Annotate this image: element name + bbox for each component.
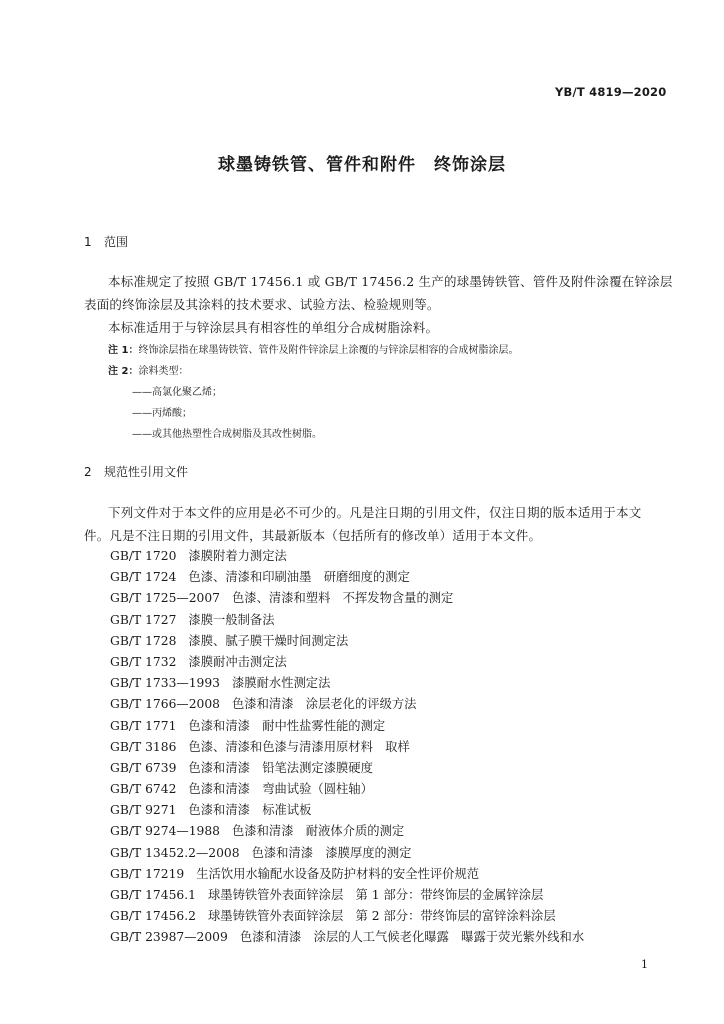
- note-2-text: 涂料类型：: [138, 366, 189, 377]
- reference-code: GB/T 1728: [110, 633, 177, 648]
- note-1-label: 注 1：: [108, 345, 139, 356]
- document-title: 球墨铸铁管、管件和附件 终饰涂层: [218, 155, 506, 175]
- reference-item: [110, 927, 584, 948]
- reference-title: 色漆和清漆 铅笔法测定漆膜硬度: [188, 760, 373, 775]
- references-intro-line2: 件。凡是不注日期的引用文件，其最新版本（包括所有的修改单）适用于本文件。: [84, 528, 542, 543]
- coating-type-item: ——或其他热塑性合成树脂及其改性树脂。: [132, 429, 322, 440]
- reference-item: [110, 800, 584, 821]
- reference-list: [110, 546, 584, 949]
- reference-code: GB/T 1766—2008: [110, 697, 220, 712]
- references-intro-line1: 下列文件对于本文件的应用是必不可少的。凡是注日期的引用文件，仅注日期的版本适用于本文: [108, 505, 642, 520]
- section-2-title: 规范性引用文件: [104, 465, 189, 479]
- page-number: 1: [641, 958, 648, 971]
- reference-item: [110, 610, 584, 631]
- note-1: [108, 341, 518, 356]
- reference-code: GB/T 1720: [110, 549, 177, 563]
- reference-code: GB/T 1724: [110, 570, 177, 585]
- reference-item: [110, 779, 584, 800]
- reference-title: 漆膜一般制备法: [188, 612, 275, 627]
- reference-item: [110, 631, 584, 652]
- reference-title: 色漆、清漆和印刷油墨 研磨细度的测定: [188, 570, 410, 585]
- reference-code: GB/T 1771: [110, 718, 177, 733]
- reference-item: [110, 716, 584, 737]
- note-2: [108, 362, 188, 377]
- reference-code: GB/T 23987—2009: [110, 930, 228, 945]
- reference-title: 漆膜耐冲击测定法: [188, 654, 287, 669]
- section-1-number: 1: [84, 235, 92, 249]
- reference-code: GB/T 1727: [110, 612, 177, 627]
- reference-title: 色漆、清漆和塑料 不挥发物含量的测定: [232, 591, 454, 606]
- reference-item: [110, 673, 584, 694]
- reference-item: [110, 737, 584, 758]
- reference-title: 漆膜、腻子膜干燥时间测定法: [188, 633, 349, 648]
- scope-paragraph-line2: 表面的终饰涂层及其涂料的技术要求、试验方法、检验规则等。: [84, 297, 440, 312]
- reference-code: GB/T 9274—1988: [110, 824, 220, 839]
- coating-type-item: ——高氯化聚乙烯；: [132, 387, 222, 398]
- scope-paragraph-line1: 本标准规定了按照 GB/T 17456.1 或 GB/T 17456.2 生产的球墨铸铁管、管件及附件涂覆在锌涂层: [108, 274, 673, 289]
- section-2-heading: [84, 463, 188, 480]
- note-1-text: 终饰涂层指在球墨铸铁管、管件及附件锌涂层上涂覆的与锌涂层相容的合成树脂涂层。: [138, 345, 519, 356]
- reference-item: [110, 758, 584, 779]
- scope-paragraph-2: 本标准适用于与锌涂层具有相容性的单组分合成树脂涂料。: [108, 320, 439, 335]
- reference-code: GB/T 3186: [110, 739, 177, 754]
- reference-code: GB/T 1732: [110, 654, 177, 669]
- reference-code: GB/T 1725—2007: [110, 591, 220, 606]
- reference-title: 色漆和清漆 耐液体介质的测定: [232, 824, 405, 839]
- reference-code: GB/T 1733—1993: [110, 676, 220, 691]
- standard-id: YB/T 4819—2020: [555, 85, 667, 99]
- reference-title: 色漆、清漆和色漆与清漆用原材料 取样: [188, 739, 410, 754]
- reference-title: 色漆和清漆 弯曲试验（圆柱轴）: [188, 782, 373, 797]
- reference-code: GB/T 17456.2: [110, 909, 196, 924]
- reference-title: 色漆和清漆 标准试板: [188, 803, 312, 818]
- note-2-label: 注 2：: [108, 366, 139, 377]
- reference-title: 生活饮用水输配水设备及防护材料的安全性评价规范: [196, 866, 480, 881]
- reference-title: 漆膜附着力测定法: [188, 549, 287, 563]
- reference-code: GB/T 9271: [110, 803, 177, 818]
- reference-title: 球墨铸铁管外表面锌涂层 第 2 部分：带终饰层的富锌涂料涂层: [207, 909, 556, 924]
- reference-item: [110, 567, 584, 588]
- reference-item: [110, 885, 584, 906]
- reference-code: GB/T 13452.2—2008: [110, 845, 240, 860]
- reference-item: [110, 588, 584, 609]
- reference-item: [110, 906, 584, 927]
- reference-title: 色漆和清漆 漆膜厚度的测定: [251, 845, 412, 860]
- reference-title: 色漆和清漆 涂层的人工气候老化曝露 曝露于荧光紫外线和水: [239, 930, 585, 945]
- reference-title: 球墨铸铁管外表面锌涂层 第 1 部分：带终饰层的金属锌涂层: [207, 888, 544, 902]
- reference-item: [110, 546, 584, 567]
- reference-code: GB/T 6742: [110, 782, 177, 797]
- section-1-title: 范围: [104, 235, 129, 249]
- reference-item: [110, 821, 584, 842]
- reference-code: GB/T 6739: [110, 760, 177, 775]
- section-2-number: 2: [84, 465, 92, 479]
- section-1-heading: [84, 233, 128, 250]
- reference-code: GB/T 17456.1: [110, 888, 196, 902]
- coating-type-item: ——丙烯酸；: [132, 408, 192, 419]
- reference-item: [110, 843, 584, 864]
- reference-code: GB/T 17219: [110, 866, 185, 881]
- reference-item: [110, 694, 584, 715]
- reference-title: 色漆和清漆 涂层老化的评级方法: [232, 697, 417, 712]
- reference-title: 色漆和清漆 耐中性盐雾性能的测定: [188, 718, 386, 733]
- reference-item: [110, 652, 584, 673]
- reference-title: 漆膜耐水性测定法: [232, 676, 331, 691]
- reference-item: [110, 864, 584, 885]
